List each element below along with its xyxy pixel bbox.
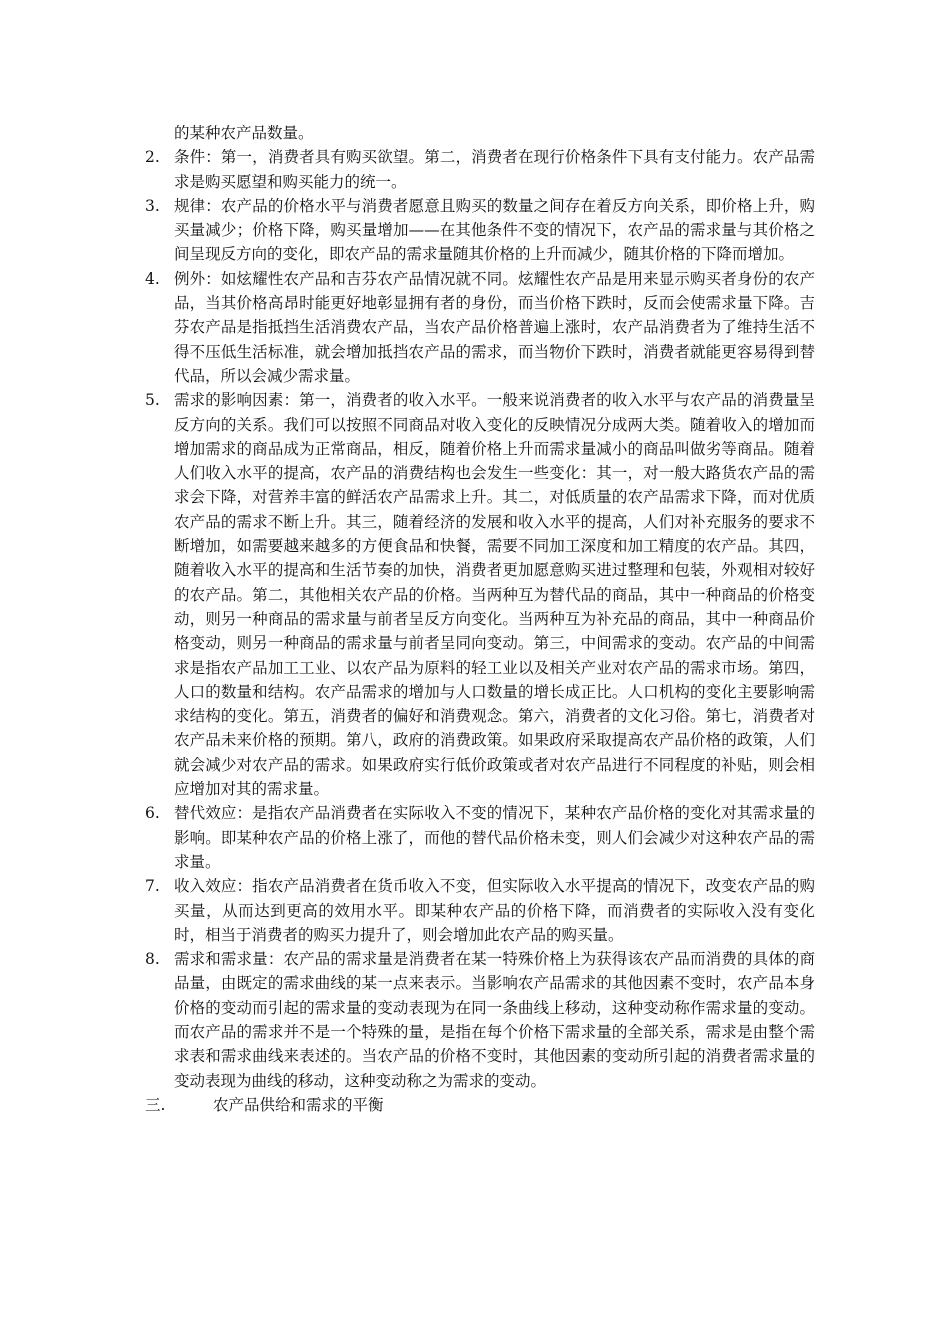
section-heading-number: 三. xyxy=(145,1095,166,1114)
document-body xyxy=(145,121,815,1117)
list-item-number: 4. xyxy=(145,269,160,288)
list-item-number: 3. xyxy=(145,196,160,215)
continuation-text: 的某种农产品数量。 xyxy=(174,124,314,142)
section-heading xyxy=(145,1093,815,1117)
list-item xyxy=(145,194,815,267)
list-item-text: 需求和需求量：农产品的需求量是消费者在某一特殊价格上为获得该农产品而消费的具体的商品量，由既定的需求曲线的某一点来表示。当影响农产品需求的其他因素不变时，农产品本身价格的变动而引起的需求量的变动表现为在同一条曲线上移动，这种变动称作需求量的变动。 而农产品的需求并不是一个特殊的量，是指在每个价格下需求量的全部关系，需求是由整个需求表和需求曲线来表述的。当农产品的价格不变时，其他因素的变动所引起的消费者需求量的变动表现为曲线的移动，这种变动称之为需求的变动。 xyxy=(174,950,815,1090)
continuation-paragraph xyxy=(145,121,815,145)
list-item xyxy=(145,145,815,194)
list-item-number: 6. xyxy=(145,804,160,823)
list-item-text: 收入效应：指农产品消费者在货币收入不变，但实际收入水平提高的情况下，改变农产品的购买量，从而达到更高的效用水平。即某种农产品的价格下降，而消费者的实际收入没有变化时，相当于消费者的购买力提升了，则会增加此农产品的购买量。 xyxy=(174,877,815,944)
list-item-number: 7. xyxy=(145,877,160,896)
list-item xyxy=(145,801,815,874)
list-item xyxy=(145,388,815,801)
list-item-text: 需求的影响因素：第一，消费者的收入水平。一般来说消费者的收入水平与农产品的消费量呈反方向的关系。我们可以按照不同商品对收入变化的反映情况分成两大类。随着收入的增加而增加需求的商品成为正常商品，相反，随着价格上升而需求量减小的商品叫做劣等商品。随着人们收入水平的提高，农产品的消费结构也会发生一些变化：其一，对一般大路货农产品的需求会下降，对营养丰富的鲜活农产品需求上升。其二，对低质量的农产品需求下降，而对优质农产品的需求不断上升。其三，随着经济的发展和收入水平的提高，人们对补充服务的要求不断增加，如需要越来越多的方便食品和快餐，需要不同加工深度和加工精度的农产品。其四，随着收入水平的提高和生活节奏的加快，消费者更加愿意购买进过整理和包装，外观相对较好的农产品。第二，其他相关农产品的价格。当两种互为替代品的商品，其中一种商品的价格变动，则另一种商品的需求量与前者呈反方向变化。当两种互为补充品的商品，其中一种商品价格变动，则另一种商品的需求量与前者呈同向变动。第三，中间需求的变动。农产品的中间需求是指农产品加工工业、以农产品为原料的轻工业以及相关产业对农产品的需求市场。第四，人口的数量和结构。农产品需求的增加与人口数量的增长成正比。人口机构的变化主要影响需求结构的变化。第五，消费者的偏好和消费观念。第六，消费者的文化习俗。第七，消费者对农产品未来价格的预期。第八，政府的消费政策。如果政府采取提高农产品价格的政策，人们就会减少对农产品的需求。如果政府实行低价政策或者对农产品进行不同程度的补贴，则会相应增加对其的需求量。 xyxy=(174,391,815,799)
list-item-number: 5. xyxy=(145,391,160,410)
list-item xyxy=(145,267,815,388)
list-item-text: 替代效应：是指农产品消费者在实际收入不变的情况下，某种农产品价格的变化对其需求量的影响。即某种农产品的价格上涨了，而他的替代品价格未变，则人们会减少对这种农产品的需求量。 xyxy=(174,804,815,871)
list-item-text: 规律：农产品的价格水平与消费者愿意且购买的数量之间存在着反方向关系，即价格上升，购买量减少；价格下降，购买量增加——在其他条件不变的情况下，农产品的需求量与其价格之间呈现反方向的变化，即农产品的需求量随其价格的上升而减少，随其价格的下降而增加。 xyxy=(174,196,815,264)
section-heading-text: 农产品供给和需求的平衡 xyxy=(213,1095,384,1114)
list-item-text: 例外：如炫耀性农产品和吉芬农产品情况就不同。炫耀性农产品是用来显示购买者身份的农产品，当其价格高昂时能更好地彰显拥有者的身份，而当价格下跌时，反而会使需求量下降。吉芬农产品是指抵挡生活消费农产品，当农产品价格普遍上涨时，农产品消费者为了维持生活不得不压低生活标准，就会增加抵挡农产品的需求，而当物价下跌时，消费者就能更容易得到替代品，所以会减少需求量。 xyxy=(174,269,815,385)
list-item xyxy=(145,874,815,947)
list-item-number: 8. xyxy=(145,950,160,969)
list-item xyxy=(145,947,815,1093)
list-item-number: 2. xyxy=(145,148,160,167)
list-item-text: 条件：第一，消费者具有购买欲望。第二，消费者在现行价格条件下具有支付能力。农产品需求是购买愿望和购买能力的统一。 xyxy=(174,148,815,191)
